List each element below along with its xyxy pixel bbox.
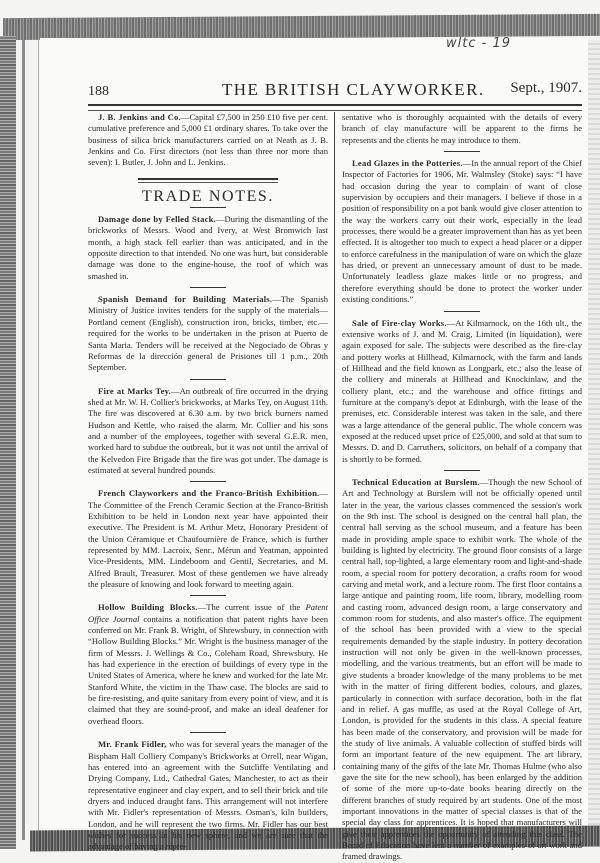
article xyxy=(88,602,328,727)
divider-rule xyxy=(444,470,480,471)
scan-streak xyxy=(22,40,25,840)
article-lead: J. B. Jenkins and Co. xyxy=(98,112,181,122)
article xyxy=(88,739,328,852)
article-lead: Fire at Marks Tey. xyxy=(98,385,171,396)
article xyxy=(342,158,582,305)
article-lead: Hollow Building Blocks. xyxy=(98,602,198,613)
article-lead: Mr. Frank Fidler, xyxy=(98,739,167,750)
article-body: —The Committee of the French Ceramic Section at the Franco-British Exhibition to be held in London next year have appointed their executive. The President is M. Arthur Metz, Honorary President of the Union Céramique et Chaufournière de France, which is further represented by MM. Lacroix, Senr., Mérun and Yeatman, appointed Vice-Presidents, MM. Lindeboom and Gentil, Secretaries, and M. Alfred Brault, Treasurer. Most of these gentlemen we have already the pleasure of knowing and look forward to meeting again. xyxy=(88,488,328,590)
divider-rule xyxy=(190,379,226,380)
article xyxy=(88,214,328,282)
article-lead: Lead Glazes in the Potteries. xyxy=(352,158,463,169)
article-lead: Sale of Fire-clay Works. xyxy=(352,317,447,328)
divider-rule xyxy=(190,595,226,596)
article-lead: Damage done by Felled Stack. xyxy=(98,214,216,225)
article-body: —Capital £7,500 in 250 £10 five per cent. cumulative preference and 5,000 £1 ordinary shares. To take over the business of silica brick manufacturers carried on at Neath as J. B. Jenkins and Co. First directors (not less than three nor more than seven): I. Butler, J. John and L. Jenkins. xyxy=(88,112,328,168)
divider-rule xyxy=(190,287,226,288)
scan-edge-left xyxy=(0,36,16,849)
left-column xyxy=(88,112,328,853)
right-column xyxy=(342,112,582,863)
company-notice xyxy=(88,112,328,169)
divider-rule xyxy=(444,311,480,312)
article xyxy=(342,477,582,863)
running-head xyxy=(88,80,582,102)
section-title: TRADE NOTES. xyxy=(141,187,275,205)
divider-rule xyxy=(190,732,226,733)
article-body: —In the annual report of the Chief Inspector of Factories for 1906, Mr. Walmsley (Stoke) says: “I have had occasion during the year to complain of want of close supervision by occupiers and their managers. I believe if those in a position of responsibility on a pot bank would give closer attention to the way the workers carry out their work, especially in the lead processes, there would be a greater improvement than has as yet been effected. It is altogether too much to expect a head placer or a dipper to enforce carefulness in the manipulation of ware on which the glaze has dried, or prevent an unnecessary amount of dust to be made. Unfortunately leadless glaze makes little or no progress, and therefore everything should be done to protect the worker under existing conditions.” xyxy=(342,158,582,305)
article-lead: French Clayworkers and the Franco-British Exhibition. xyxy=(98,488,320,499)
article xyxy=(342,318,582,465)
header-rule xyxy=(88,104,582,111)
scan-streak xyxy=(38,40,39,840)
article-body: —The Spanish Ministry of Justice invites tenders for the supply of the materials—Portland cement (English), construction iron, bricks, timber, etc.—required for the works to be undertaken in the prison at Puerto de Santa Maria. Tenders will be received at the Negociado de Obras y Reformas de la dirección general de Prisiones till 1 p.m., 20th September. xyxy=(88,294,329,373)
article-body: —During the dismantling of the brickworks of Messrs. Wood and Ivery, at West Bromwich last month, a high stack fell earlier than was anticipated, and in the opposite direction to that intended. No one was hurt, but considerable damage was done to the engine-house, the roof of which was smashed in. xyxy=(88,214,328,281)
journal-title: THE BRITISH CLAYWORKER. xyxy=(222,80,485,99)
divider-rule xyxy=(190,207,226,208)
article xyxy=(88,386,328,477)
section-rule xyxy=(138,178,278,183)
article-body: —The current issue of the xyxy=(197,602,306,613)
article-body: who was for several years the manager of the Bispham Hall Colliery Company's Brickworks at Orrell, near Wigan, has entered into an agreement with the Sutcliffe Ventilating and Drying Company, Ltd., Cathedral Gates, Manchester, to act as their representative engineer and clay expert, and to sell their brick and tile dryers and induced draught fans. This arrangement will not interfere with Mr. Fidler's representation of Messrs. Osman's, kiln builders, London, and he will represent the two firms. Mr. Fidler has our best wishes for success in his new sphere, and we are sure that the advantage of having a repre- xyxy=(88,739,328,852)
column-divider xyxy=(334,112,335,770)
article xyxy=(88,294,328,373)
article-body: contains a notification that patent rights have been conferred on Mr. Frank B. Wright, of Shrewsbury, in connection with “Hollow Building Blocks.” Mr. Wright is the business manager of the firm of Messrs. J. Wellings & Co., Coleham Road, Shrewsbury. He has had experience in the erection of buildings of every type in the United States of America, where he knew and worked for the late Mr. Stanford White, the victim in the Thaw case. The blocks are said to be fire-resisting, and quite sanitary from every point of view, and it is claimed that they are sound-proof, and make an ideal deafener for overhead floors. xyxy=(88,613,328,726)
article-lead: Technical Education at Burslem. xyxy=(352,476,480,487)
article-body: —At Kilmarnock, on the 16th ult., the extensive works of J. and M. Craig, Limited (in liquidation), were again exposed for sale. The subjects were described as the fire-clay and pottery works at Hillhead, Kilmarnock, with the farm and lands of Hillhead and the field known as Longpark, etc.; also the lease of the colliery and minerals at Hillhead and Knockinlaw, and the colliery plant, etc.; and the warehouse and office fittings and furniture at the company's depot at Edinburgh, with the lease of the premises, etc. Considerable interest was taken in the sale, and there was a large attendance of the general public. The whole concern was exposed at the reduced upset price of £25,000, and sold at that sum to Messrs. D. and D. Carruthers, solicitors, on behalf of a company that is shortly to be formed. xyxy=(342,317,582,464)
article-continuation: sentative who is thoroughly acquainted with the details of every branch of clay manufacture will be apparent to the firms he represents and the clients he may introduce to them. xyxy=(342,112,582,145)
divider-rule xyxy=(190,481,226,482)
article-body: —Though the new School of Art and Technology at Burslem will not be officially opened until later in the year, the various classes commenced the session's work on the 9th inst. The school is designed on the central hall plan, the central hall serving as the school museum, and a feature has been made in providing ample space to exhibit work. The whole of the building is lighted by electricity. The ground floor consists of a large central hall, top-lighted, a large elementary room and light-and-shade room, a special room for pottery decoration, a crafts room for wood carving and metal work, and a lecture room. The first floor contains a large antique and painting room, life room, library, modelling room and casting room, advanced design room, a large conservatory and common room for students, and also master's office. The equipment of the school has been provided with a view to the special requirements demanded by the staple industry. In pottery decoration instruction will not only be given in the well-known processes, modelling, and the various treatments, but an effort will be made to give students a broader knowledge of the many problems to be met with in the matter of firing different bodies, colours, and glazes, particularly in connection with surface decoration, both in the flat and in relief. A gas muffle, as used at the Royal College of Art, London, is provided for the students in this class. A special feature has been made of the conservatory, and provision will be made for the study of live animals. A valuable collection of stuffed birds will form an important feature of the new equipment. The art library, containing many of the gifts of the late Mr. Thomas Hulme (who also gave the site for the new school), has been enlarged by the addition of some of the more up-to-date books bearing directly on the different branches of study required by art students. One of the most important innovations in the matter of special classes is that of the special day class for apprentices. It is hoped that manufacturers will give their apprentices the opportunity of attending this class. The Board of Education have lent a number of examples of art work and framed drawings. xyxy=(342,476,582,862)
article-lead: Spanish Demand for Building Materials. xyxy=(98,294,273,305)
divider-rule xyxy=(444,151,480,152)
page-number: 188 xyxy=(88,84,109,99)
article-body: —An outbreak of fire occurred in the drying shed at Mr. W. H. Collier's brickworks, at Marks Tey, on August 11th. The fire was discovered at 6.30 a.m. by two brick burners named Hudson and Kettle, who raised the alarm. Mr. Collier and his sons and a number of the employees, together with several G.E.R. men, worked hard to subdue the outbreak, but it was not until the arrival of the Kelvedon Fire Brigade that the fire was got under. The damage is estimated at several hundred pounds. xyxy=(88,385,329,475)
publication-title: Patent Office Journal xyxy=(88,602,328,624)
handwritten-note: wltc - 19 xyxy=(446,36,511,51)
scan-edge-right xyxy=(588,40,600,830)
issue-date: Sept., 1907. xyxy=(510,80,582,96)
article xyxy=(88,488,328,590)
